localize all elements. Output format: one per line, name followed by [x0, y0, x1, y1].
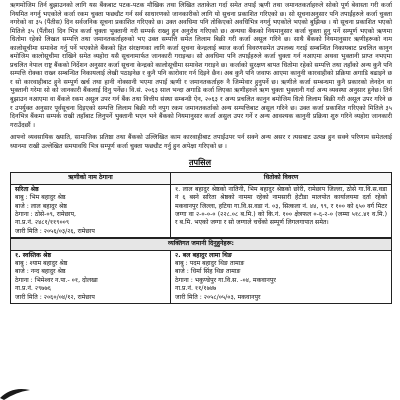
- borrower-address: ठेगाना : ठोसे-०९, रामेछाप,: [15, 210, 76, 218]
- guarantor-1-name: १. स्वस्तिक श्रेष्ठ: [15, 251, 52, 259]
- borrower-issued: जारी मिति : २०५६/०३/२६, रामेछाप: [15, 227, 95, 235]
- guarantor-2-name: २. बल बहादुर लामा थिङ: [175, 251, 232, 259]
- guarantor-2: [171, 250, 392, 303]
- guarantor-1-address: ठेगाना : भिमेश्वर न.पा.- ०१, दोलखा: [15, 276, 98, 284]
- guarantor-2-grandfather: बाजे : धिर्मा सिंह थिङ तामाङ: [175, 268, 241, 276]
- guarantor-section-row: [11, 239, 392, 250]
- schedule-header-row: [11, 173, 392, 184]
- logo-swoosh-icon: [0, 380, 40, 400]
- notice-paragraph-2: आफ्नो व्यवसायिक ख्याति, सामाजिक प्रतिष्ठा तथा बैंकको उल्लिखित काम कारवाहीबाट तपाईंउपर पर्न सक्ने अन्य असर र त्यसबाट उत्पन्न हुन सक्ने परिणाम समेतलाई ध्यानमा राखी उल्लेखित समयावधि भित्र सम्पूर्ण कर्जा चुक्ता फछ्यौट गर्नु हुन अपेक्षा गरिएको छ ।: [10, 134, 392, 150]
- guarantor-2-issued: जारी मिति : २०५८/०५/०३, मकवानपुर: [175, 293, 261, 301]
- guarantor-1-grandfather: बाजे : नन्द बहादुर श्रेष्ठ: [15, 268, 66, 276]
- guarantor-row: [11, 250, 392, 303]
- guarantor-section-title: व्यक्तिगत जमानी दिनुहुनेहरू:: [11, 239, 392, 250]
- guarantor-2-address: ठेगाना : भकुण्डेपुर गा.वि.स. -०४, मकवानपुर: [175, 276, 276, 284]
- guarantor-2-citizenship: ना.प्र.नं. ११/१७४७: [175, 285, 217, 293]
- guarantor-1-father: बाबु : श्याम बहादुर श्रेष्ठ: [15, 259, 68, 267]
- header-borrower: ऋणीको नाम ठेगाना: [11, 173, 171, 184]
- guarantor-1-issued: जारी मिति : २०६०/०४/१२, रामेछाप: [15, 293, 95, 301]
- schedule-title: तपसिल: [188, 158, 211, 168]
- borrower-grandfather: बाजे : लाल बहादुर श्रेष्ठ: [15, 202, 67, 210]
- notice-paragraph-1: ऋणमोजिम तिर्न बुझाउनको लागि यस बैंकबाट पटक-पटक मौखिक तथा लिखित तताकेता गर्दा समेत तपाईं ऋणी तथा जमानतकर्ताहरुले सोको पूर्ण बेवास्ता गरी कर्जा नियमित नगर्नु भएकोले कर्जा रकम चुक्ता फछ्यौट गर्न सर्व साधारणको जानकारीको लागि यो सुचना प्रकाशित गरिएको छ। सो सूचनाअनुसार पनि तपाईंहरुले कर्जा चुक्ता नगरेको वा ३५ (पैंतीस) दिन सर्वजनिक सूचना प्रकाशित गरिएको छ। उक्त अवधिमा पनि तोकिएको अवधिभित्र नगर्नु भएकोले भएको बुझिन्छ । यो सूचना प्रकाशित भएको मितिले ३५ (पैंतीस) दिन भित्र कर्जा चुक्ता भुक्तानी गरी सम्पर्क राख्नु हुन अनुरोध गरिएको छ। अन्यथा बैंकको नियमानुसार कर्जा चुक्ता हुनु पर्ने सम्पूर्ण भएको ऋणमा धितोमा रहेको लिखत सम्पत्ति तथा जमानतकर्ताहरुको भए उक्त सम्पत्ति समेत लिलाम बिक्री गरी कर्जा असूल गरिने छ। साथै बैंकको नियमानुसार ऋणीहरूको नाम कालोसूचीमा समावेश गर्नु पर्ने भएकोले बैंकको हित संरक्षणका लागि कर्जा सूचना केन्द्रलाई ब्याज कर्जा विवरणसमेत उपलब्ध गराई सम्बन्धित निकायबाट प्रचलित कानुन बमोजिम कालोसूचीमा राखिने समेत व्यहोरा यसै सूचनामार्फत जानकारी गराइन्छ। सो अवधिमा पनि तपाईंहरुले कर्जा चुक्ता गर्न नआएमा अथवा भुक्तानी प्राप्त नभएमा प्रचलित नेपाल राष्ट्र बैंकको निर्देशन अनुसार कर्जा सूचना केन्द्रको कालोसूचीमा समावेश गराइने छ। कर्जाको सुरक्षण बापत धितोमा रहेको सम्पत्ति तथा तहाँको अन्य कुनै पनि सम्पत्ति रोक्का राख्न सम्बन्धित निकायलाई लेखी पठाइनेछ र कुनै पनि कारोवार गर्न दिइने छैन। अब कुनै पनि जवाफ आएमा कानुनी कारवाहीको प्रक्रिया अगाडि बढाइने छ र सो कारवाहीबाट हुने सम्पूर्ण खर्च तथा हानी नोक्सानी भएमा तपाईं ऋणी र जमानतकर्ताहरु नै जिम्मेवार हुनुपर्ने छ। ऋणीले कर्जा सम्बन्धमा कुनै प्रकारको लेनदेन वा भुक्तानी गरेमा सो को जानकारी बैंकलाई दिनु पर्नेछ। वि.सं. २०६३ साल भन्दा अगाडि कर्जा लिएका ऋणीहरुले ऋण चुक्ता भुक्तानी गर्दा अन्य व्यवस्था अनुसार हुनेछ। तिर्न बुझाउन नआएमा वा बैंकले रकम असुल उपर गर्न बैंक तथा वित्तीय संस्था सम्बन्धी ऐन, २०६३ र अन्य प्रचलित कानुन बमोजिम धितो लिलाम बिक्री गरी असूल उपर गरिने छ र उपर्युक्त अनुसार पूर्वसूचना दिइएको सम्पत्ति लिलाम बिक्री गरी नपुग रकम जमानतकर्ताको अन्य सम्पत्तिबाट असूल गरिने छ। उक्त कर्जा प्रकाशित गरिएको मितिले ३५ दिनभित्र बैंकमा सम्पर्क राखी तहाँबाट लिनुपर्ने भुक्तानी भएन भने बैंकको नियमानुसार कर्जा असुल उपर गर्ने र अन्य आवश्यक कानुनी प्रक्रिया शुरु गरिने व्यहोरा जानकारी गराउँदछौं ।: [10, 2, 392, 129]
- guarantor-table: [10, 238, 392, 304]
- guarantor-2-father: बाबु : पदम बहादुर थिङ तामाङ: [175, 259, 245, 267]
- collateral-cell: १. लाल बहादुर श्रेष्ठको नातिनी, भिम बहादुर श्रेष्ठको छोरी, रामेछाप जिल्ला, ठोसे गा.वि.स.वडा नं ६ बस्ने सरिता श्रेष्ठको नाममा रहेको नामसारी हेटौडा मालपोत कार्यालयमा दर्ता रहेको मकवानपुर जिल्ला, हटिया गा.वि.स.वडा नं. ०३, सित्कला नं. ४४, ९९, र १०० को ६५० वर्ग मिटर जग्गा वा २-०-०-० (२२८.०८ ब.मि.) को कि.नं. १०० क्षेत्रफल ०-६-२-० (जम्मा ५१८.४१ व.मि.) र ब.मि. भएको जग्गा र सो जग्गाले चर्चेको सम्पूर्ण लिगलगापात समेत।: [171, 184, 392, 237]
- borrower-citizenship: ना.प्र.नं. २४८१/११९००९: [15, 219, 70, 227]
- guarantor-1-citizenship: ना.प्र.नं. २९७७६: [15, 285, 51, 293]
- borrower-father: बाबु : भिम बहादुर श्रेष्ठ: [15, 194, 66, 202]
- borrower-name: सरिता श्रेष्ठ: [15, 185, 39, 193]
- guarantor-1: [11, 250, 171, 303]
- borrower-cell: [11, 184, 171, 237]
- borrower-row: [11, 184, 392, 237]
- header-collateral: धितोको विवरण: [171, 173, 392, 184]
- schedule-table: [10, 172, 392, 238]
